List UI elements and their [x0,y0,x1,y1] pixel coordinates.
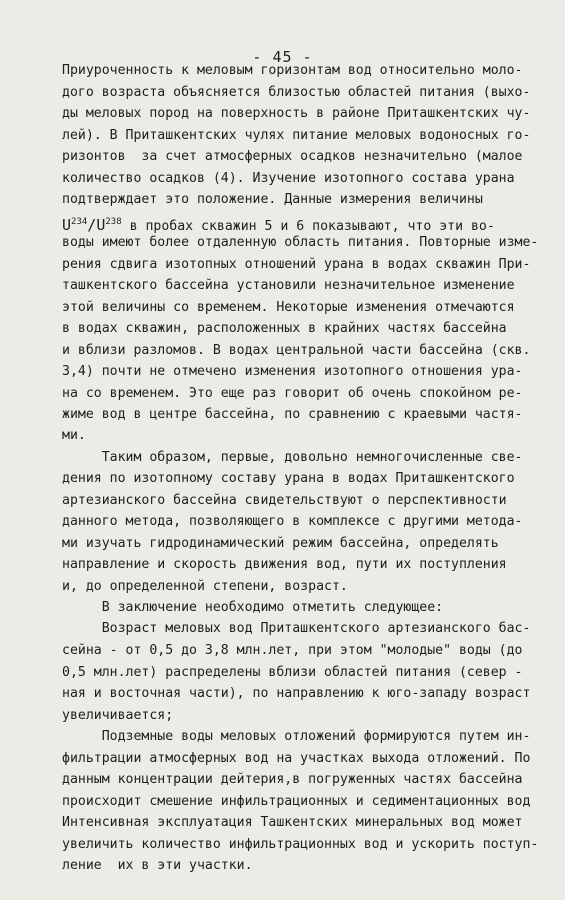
text-line: 0,5 млн.лет) распределены вблизи областей питания (север - [62,665,523,680]
text-line: воды имеют более отдаленную область питания. Повторные изме- [62,235,539,250]
text-line: увеличить количество инфильтрационных вод и ускорить поступ- [62,837,539,852]
text-line: и, до определенной степени, возраст. [62,579,348,594]
formula-exp1: 234 [71,217,88,227]
text-line: 3,4) почти не отмечено изменения изотопного отношения ура- [62,364,523,379]
text-line: Интенсивная эксплуатация Ташкентских минеральных вод может [62,815,523,830]
formula-u1: U [62,216,72,234]
text-line: дого возраста объясняется близостью областей питания (выхо- [62,85,531,100]
text-line: ташкентского бассейна установили незначительное изменение [62,278,515,293]
text-line: подтверждает это положение. Данные измерения величины [62,192,483,207]
text-line: ная и восточная части), по направлению к юго-западу возраст [62,686,531,701]
text-line: этой величины со временем. Некоторые изменения отмечаются [62,300,515,315]
text-line: ми. [62,428,86,443]
text-line: ды меловых пород на поверхность в районе Приташкентских чу- [62,106,531,121]
text-line: ление их в эти участки. [62,858,253,873]
text-line: происходит смешение инфильтрационных и седиментационных вод [62,794,531,809]
text-line: Возраст меловых вод Приташкентского артезианского бас- [62,621,531,636]
text-line: дения по изотопному составу урана в водах Приташкентского [62,471,515,486]
text-line: в водах скважин, расположенных в крайних частях бассейна [62,321,507,336]
text-line: В заключение необходимо отметить следующее: [62,600,444,615]
text-line: Подземные воды меловых отложений формируются путем ин- [62,729,531,744]
formula-rest: в пробах скважин 5 и 6 показывают, что эти во- [121,219,495,234]
formula-exp2: 238 [105,217,122,227]
text-line: рения сдвига изотопных отношений урана в водах скважин При- [62,257,531,272]
text-line: увеличивается; [62,708,174,723]
text-line: лей). В Приташкентских чулях питание меловых водоносных го- [62,128,531,143]
text-line: ми изучать гидродинамический режим бассейна, определять [62,536,499,551]
text-line: сейна - от 0,5 до 3,8 млн.лет, при этом "молодые" воды (до [62,643,523,658]
formula-slash: / [87,216,97,234]
text-line: жиме вод в центре бассейна, по сравнению с краевыми частя- [62,407,523,422]
text-line: количество осадков (4). Изучение изотопного состава урана [62,171,515,186]
text-line: и вблизи разломов. В водах центральной части бассейна (скв. [62,343,531,358]
text-line: направление и скорость движения вод, пути их поступления [62,557,507,572]
text-line: фильтрации атмосферных вод на участках выхода отложений. По [62,751,531,766]
text-line: на со временем. Это еще раз говорит об очень спокойном ре- [62,386,523,401]
formula-u2: U [96,216,106,234]
text-line: артезианского бассейна свидетельствуют о перспективности [62,493,507,508]
formula-line [62,214,495,235]
page-number: - 45 - [252,48,313,66]
text-line: Таким образом, первые, довольно немногочисленные све- [62,450,523,465]
text-line: данным концентрации дейтерия,в погруженных частях бассейна [62,772,523,787]
text-line: Приуроченность к меловым горизонтам вод относительно моло- [62,63,523,78]
text-line: данного метода, позволяющего в комплексе с другими метода- [62,514,523,529]
text-line: ризонтов за счет атмосферных осадков незначительно (малое [62,149,523,164]
